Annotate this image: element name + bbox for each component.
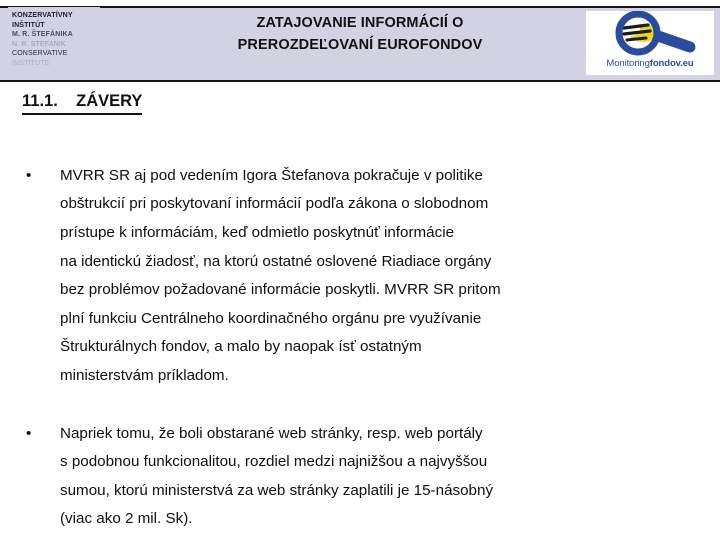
bullet-1-line-7: Štrukturálnych fondov, a malo by naopak ísť ostatným — [60, 338, 422, 356]
bullet-1-line-4: na identickú žiadosť, na ktorú ostatné oslovené Riadiace orgány — [60, 252, 492, 270]
list-item — [0, 162, 720, 391]
logo-left-line-1: KONZERVATÍVNY — [12, 12, 73, 19]
brand-suffix: fondov.eu — [649, 58, 694, 69]
logo-left-line-3: M. R. ŠTEFÁNIKA — [12, 31, 73, 39]
list-item — [0, 420, 720, 534]
logo-left-line-4: N. R. STEFANIK — [12, 40, 66, 48]
bullet-2-line-2: s podobnou funkcionalitou, rozdiel medzi najnižšou a najvyššou — [60, 453, 488, 471]
monitoringfondov-logo — [586, 11, 714, 75]
monitoringfondov-brand-text — [586, 58, 714, 69]
logo-left-line-2: INŠTITÚT — [12, 21, 45, 29]
magnifying-glass-icon — [586, 11, 714, 61]
section-heading-row — [0, 92, 720, 115]
konzervativny-institut-logo — [8, 7, 100, 73]
section-heading: 11.1. ZÁVERY — [22, 92, 142, 115]
page-title — [140, 12, 580, 57]
bullet-1-line-6: plní funkciu Centrálneho koordinačného orgánu pre využívanie — [60, 309, 482, 327]
bullet-marker: • — [26, 166, 32, 184]
slide-content — [0, 92, 720, 534]
logo-left-line-5: CONSERVATIVE — [12, 50, 68, 58]
bullet-2-line-4: (viac ako 2 mil. Sk). — [60, 510, 193, 528]
page-title-line-1: ZATAJOVANIE INFORMÁCIÍ O — [256, 15, 464, 31]
page-title-line-2: PREROZDEĽOVANÍ EUROFONDOV — [237, 37, 483, 54]
bullet-1-line-3: prístupe k informáciám, keď odmietlo poskytnúť informácie — [60, 223, 455, 241]
bullet-2-line-3: sumou, ktorú ministerstvá za web stránky zaplatili je 15-násobný — [60, 481, 494, 499]
bullet-marker: • — [26, 424, 32, 442]
bullet-1-line-8: ministerstvám príkladom. — [60, 366, 229, 384]
bullet-1-line-5: bez problémov požadované informácie poskytli. MVRR SR pritom — [60, 281, 501, 299]
brand-prefix: Monitoring — [606, 58, 650, 69]
bullet-2-line-1: Napriek tomu, že boli obstarané web stránky, resp. web portály — [60, 424, 483, 442]
bullet-list — [0, 162, 720, 534]
bullet-1-line-1: MVRR SR aj pod vedením Igora Štefanova pokračuje v politike — [60, 166, 483, 184]
bullet-1-line-2: obštrukcií pri poskytovaní informácií podľa zákona o slobodnom — [60, 195, 489, 213]
logo-left-line-6: INSTITUTE — [12, 59, 50, 67]
